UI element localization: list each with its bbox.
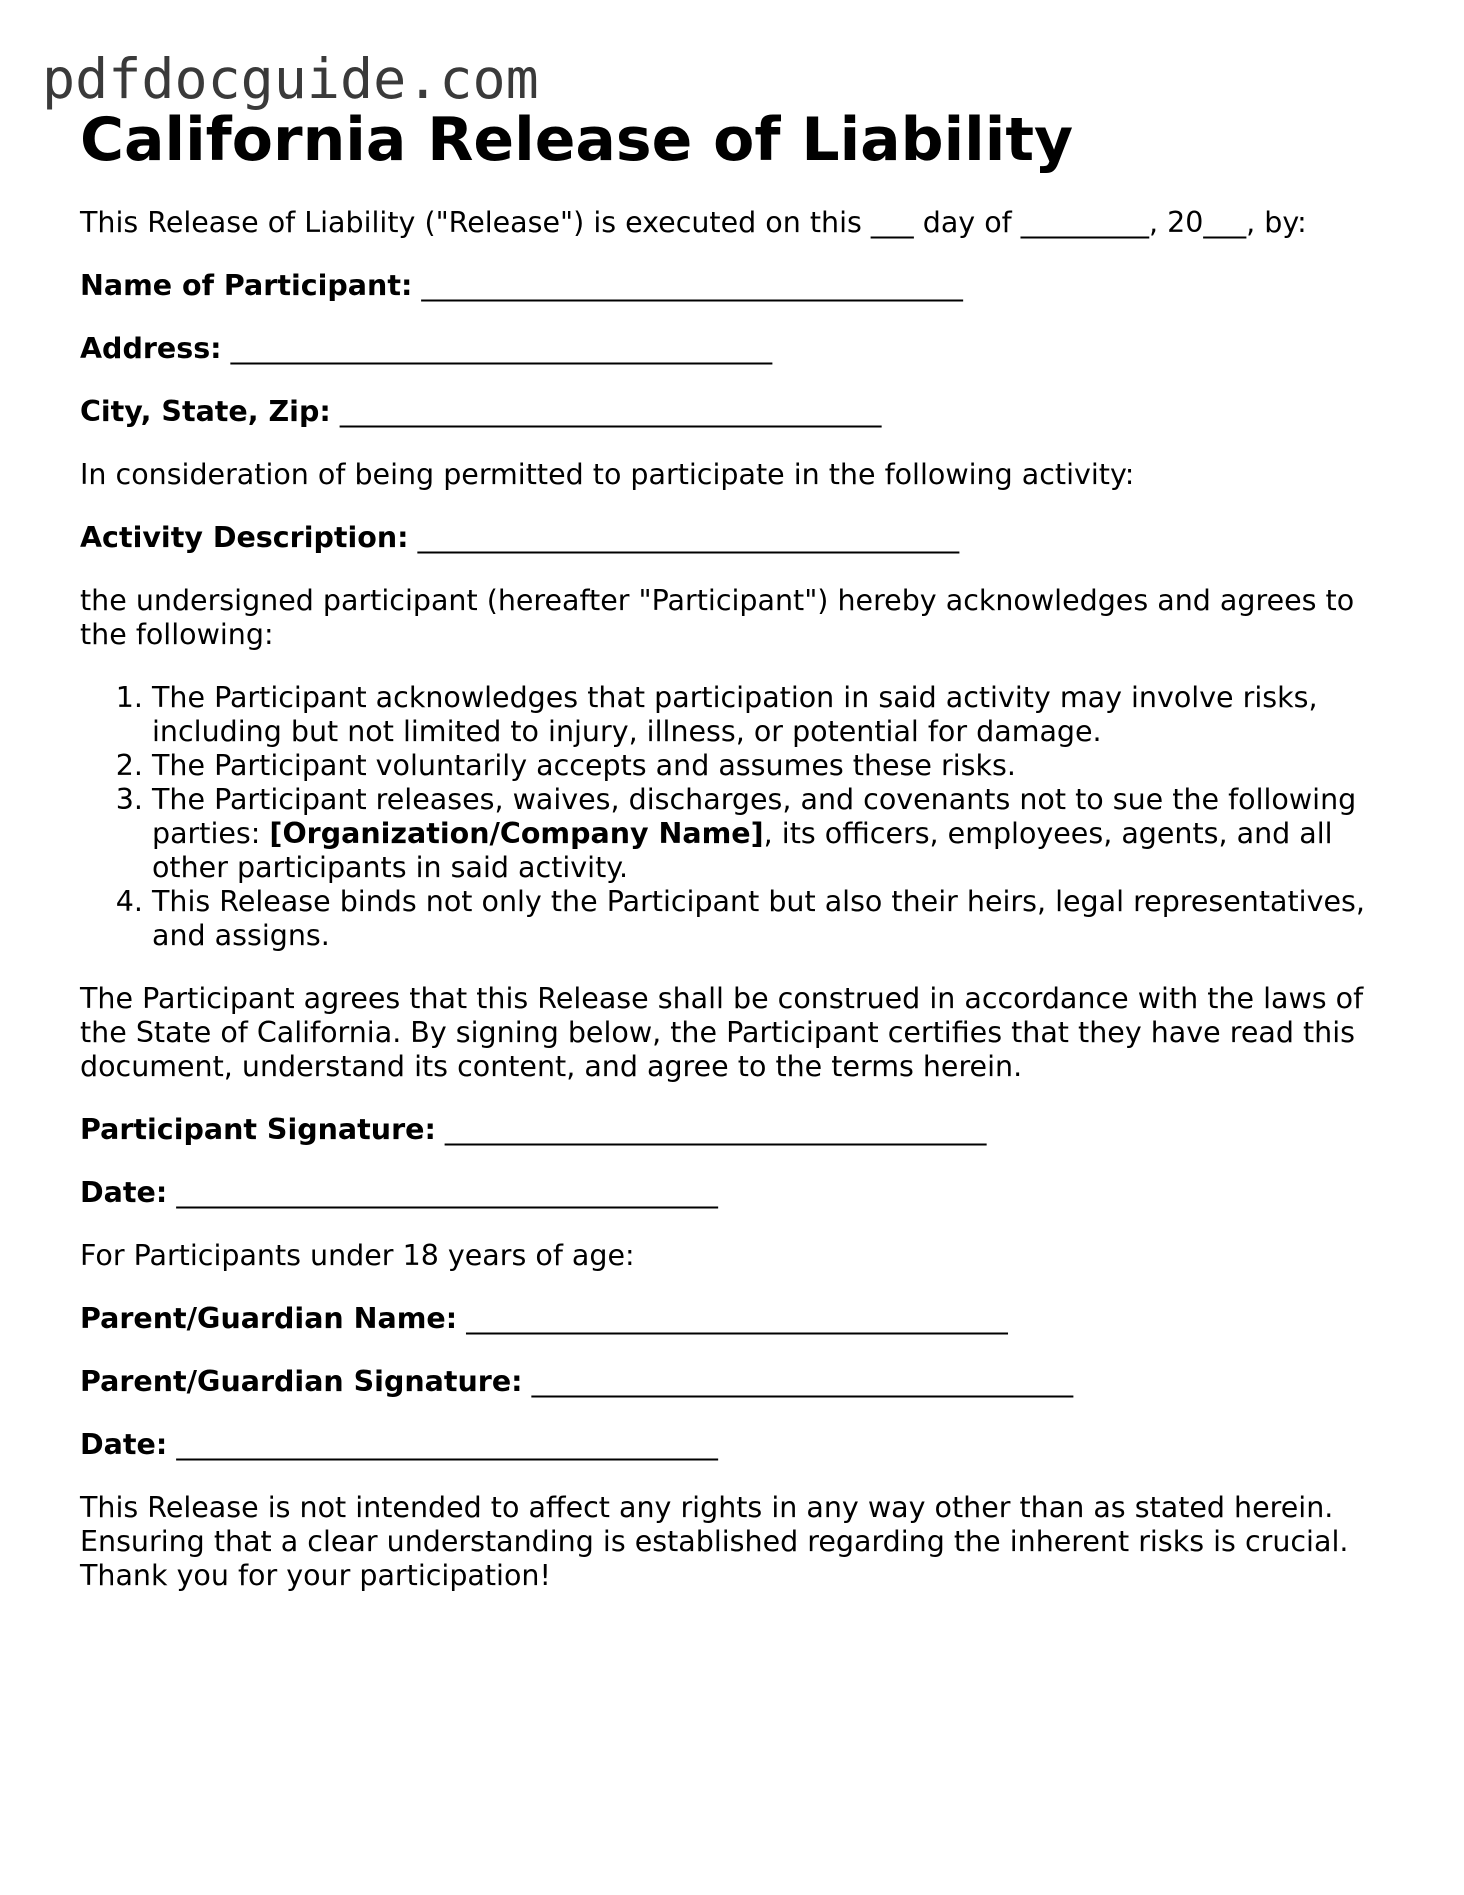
address-blank[interactable]: ______________________________________	[230, 332, 773, 365]
guardian-date-blank[interactable]: ______________________________________	[176, 1428, 718, 1461]
closing-paragraph: This Release is not intended to affect any rights in any way other than as stated herein. Ensuring that a clear understanding is established regarding the inherent risks is crucial. Thank you for your participation!	[80, 1491, 1349, 1592]
guardian-date-field[interactable]	[80, 1428, 1390, 1462]
watermark: pdfdocguide.com	[42, 47, 539, 111]
acknowledge-paragraph: the undersigned participant (hereafter "Participant") hereby acknowledges and agrees to the following:	[80, 584, 1355, 651]
terms-item3-text-before: The Participant releases, waives, discharges, and covenants not to sue the following parties:	[152, 783, 1357, 850]
guardian-name-label: Parent/Guardian Name:	[80, 1302, 458, 1335]
minors-note: For Participants under 18 years of age:	[80, 1239, 635, 1272]
participant-name-field[interactable]	[80, 269, 1390, 303]
activity-description-blank[interactable]: ______________________________________	[417, 521, 960, 554]
terms-list-item: 4. This Release binds not only the Participant but also their heirs, legal representatives, and assigns.	[152, 885, 1390, 953]
address-field[interactable]	[80, 332, 1390, 366]
participant-name-blank[interactable]: ______________________________________	[421, 269, 963, 302]
guardian-date-label: Date:	[80, 1428, 168, 1461]
activity-description-label: Activity Description:	[80, 521, 409, 554]
document-title: California Release of Liability	[80, 105, 1074, 175]
consideration-paragraph: In consideration of being permitted to participate in the following activity:	[80, 458, 1135, 491]
participant-date-blank[interactable]: ______________________________________	[176, 1176, 718, 1209]
guardian-signature-blank[interactable]: ______________________________________	[531, 1365, 1074, 1398]
guardian-name-blank[interactable]: ______________________________________	[466, 1302, 1008, 1335]
terms-list-item: 2. The Participant voluntarily accepts and assumes these risks.	[152, 749, 1390, 783]
governing-law-paragraph: The Participant agrees that this Release shall be construed in accordance with the laws of the State of California. By signing below, the Participant certifies that they have read this document, understand its content, and agree to the terms herein.	[80, 982, 1364, 1083]
intro-paragraph: This Release of Liability ("Release") is executed on this ___ day of _________, 20___, by:	[80, 206, 1307, 239]
guardian-signature-label: Parent/Guardian Signature:	[80, 1365, 523, 1398]
document-page	[80, 98, 1390, 1593]
organization-name-placeholder: [Organization/Company Name]	[269, 817, 764, 850]
guardian-name-field[interactable]	[80, 1302, 1390, 1336]
participant-signature-label: Participant Signature:	[80, 1113, 436, 1146]
terms-list	[80, 681, 1390, 953]
terms-list-item: 1. The Participant acknowledges that participation in said activity may involve risks, including but not limited to injury, illness, or potential for damage.	[152, 681, 1390, 749]
terms-list-item	[152, 783, 1390, 885]
terms-item3-text-after: , its officers, employees, agents, and all other participants in said activity.	[152, 817, 1333, 884]
participant-date-label: Date:	[80, 1176, 168, 1209]
participant-signature-blank[interactable]: ______________________________________	[444, 1113, 987, 1146]
city-state-zip-label: City, State, Zip:	[80, 395, 331, 428]
guardian-signature-field[interactable]	[80, 1365, 1390, 1399]
address-label: Address:	[80, 332, 222, 365]
city-state-zip-blank[interactable]: ______________________________________	[339, 395, 882, 428]
participant-date-field[interactable]	[80, 1176, 1390, 1210]
city-state-zip-field[interactable]	[80, 395, 1390, 429]
participant-name-label: Name of Participant:	[80, 269, 413, 302]
activity-description-field[interactable]	[80, 521, 1390, 555]
participant-signature-field[interactable]	[80, 1113, 1390, 1147]
